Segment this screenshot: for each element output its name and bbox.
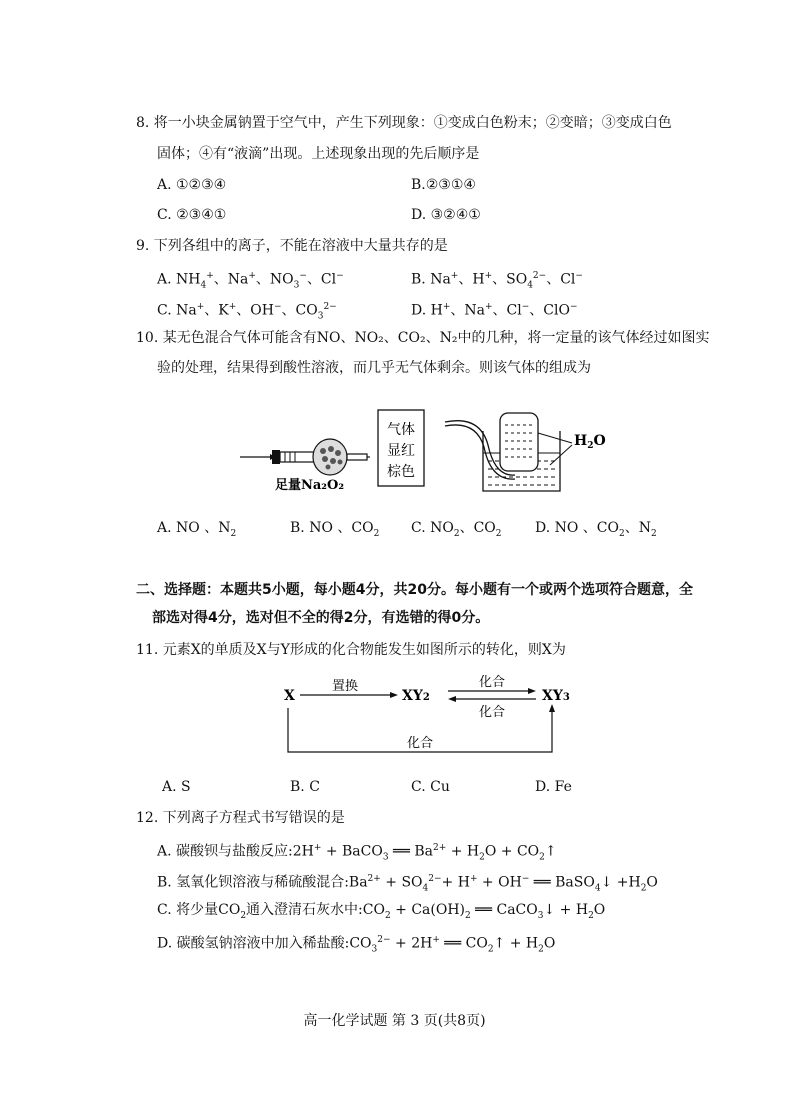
q10-option-c: C. $NO_2$、$CO_2$ — [411, 520, 502, 539]
q11-option-c: C. Cu — [411, 779, 450, 795]
q10-option-a: A. NO 、$N_2$ — [157, 520, 237, 539]
q12-stem: 12. 下列离子方程式书写错误的是 — [136, 810, 345, 826]
q10-option-b: B. NO 、$CO_2$ — [290, 520, 380, 539]
q8-option-a: A. ①②③④ — [157, 177, 227, 193]
q10-option-d: D. NO 、$CO_2$、$N_2$ — [535, 520, 657, 539]
section2-heading-line2: 部选对得4分，选对但不全的得2分，有选错的得0分。 — [152, 610, 490, 626]
node-xy2: XY2 — [402, 688, 430, 704]
q9-option-a: A. $NH_4^+$、Na+、$NO_3^-$、Cl− — [157, 271, 344, 291]
q8-stem-line2: 固体；④有“液滴”出现。上述现象出现的先后顺序是 — [157, 146, 480, 162]
q8-option-c: C. ②③④① — [157, 207, 227, 223]
box-line3: 棕色 — [387, 464, 415, 480]
q12-option-c: C. 将少量$CO_2$通入澄清石灰水中$:CO_2 + Ca(OH)_2$ ══ CaCO$_3$↓ + $H_2O$ — [157, 902, 606, 921]
box-line2: 显红 — [387, 443, 415, 459]
node-xy3: XY3 — [542, 688, 570, 704]
node-x: X — [284, 688, 295, 704]
label-combine-top: 化合 — [478, 675, 506, 690]
syringe-icon — [240, 439, 370, 475]
q9-option-c: C. Na+、K+、OH−、$CO_3^{2-}$ — [157, 302, 337, 322]
q12-option-d: D. 碳酸氢钠溶液中加入稀盐酸$:CO_3^{2-} + 2H^+$ ══ $CO_2↑ + H_2O$ — [157, 935, 556, 955]
q11-stem: 11. 元素X的单质及X与Y形成的化合物能发生如图所示的转化，则X为 — [136, 642, 566, 658]
box-line1: 气体 — [387, 422, 415, 438]
q10-stem-line1: 10. 某无色混合气体可能含有NO、NO₂、CO₂、N₂中的几种，将一定量的该气体经过如图实 — [136, 330, 710, 346]
label-combine-mid: 化合 — [478, 705, 506, 720]
water-label: $H_2O$ — [574, 433, 606, 451]
label-displacement: 置换 — [331, 679, 359, 694]
q9-option-d: D. H+、Na+、Cl−、ClO− — [411, 302, 578, 319]
q12-option-a: A. 碳酸钡与盐酸反应:2H+ + BaCO$_3$ ══ $Ba^{2+} + H_2O$ + $CO_2↑$ — [157, 843, 557, 863]
q11-option-a: A. S — [162, 779, 191, 795]
section2-heading-line1: 二、选择题：本题共5小题，每小题4分，共20分。每小题有一个或两个选项符合题意，全 — [136, 582, 693, 598]
q9-stem: 9. 下列各组中的离子，不能在溶液中大量共存的是 — [136, 238, 448, 254]
water-trough-icon — [445, 413, 572, 491]
q8-option-b: B.②③①④ — [411, 177, 476, 193]
page-footer: 高一化学试题 第 3 页(共8页) — [303, 1013, 486, 1029]
q12-option-b: B. 氢氧化钡溶液与稀硫酸混合$:Ba^{2+} + SO_4^{2-}+ H^+ + OH^-$ ══ BaSO$_4$↓ $+H_2O$ — [157, 874, 658, 894]
q10-apparatus-diagram — [230, 405, 630, 500]
q11-conversion-diagram — [270, 672, 590, 762]
q11-option-d: D. Fe — [535, 779, 572, 795]
label-combine-bottom: 化合 — [406, 736, 434, 751]
q10-stem-line2: 验的处理，结果得到酸性溶液，而几乎无气体剩余。则该气体的组成为 — [157, 360, 591, 376]
q8-option-d: D. ③②④① — [411, 207, 481, 223]
q9-option-b: B. Na+、H+、$SO_4^{2-}$、Cl− — [411, 271, 583, 291]
q10-reagent-label: 足量Na₂O₂ — [275, 478, 345, 493]
q11-option-b: B. C — [290, 779, 320, 795]
q8-stem-line1: 8. 将一小块金属钠置于空气中，产生下列现象：①变成白色粉末；②变暗；③变成白色 — [136, 115, 672, 131]
